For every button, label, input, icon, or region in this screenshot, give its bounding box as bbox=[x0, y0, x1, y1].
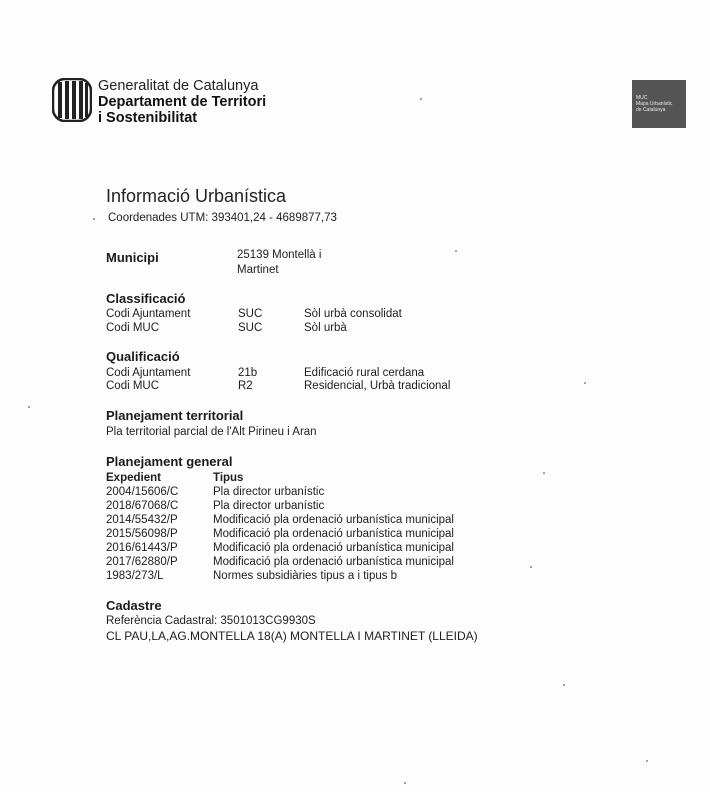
scan-speck bbox=[420, 98, 422, 100]
scan-speck bbox=[543, 472, 545, 474]
organization-name bbox=[98, 78, 266, 126]
badge-line-2: Mapa Urbanístic bbox=[636, 101, 673, 107]
scan-speck bbox=[530, 566, 532, 568]
scan-speck bbox=[455, 250, 457, 252]
qualificacio-heading: Qualificació bbox=[106, 349, 180, 364]
muc-logo-badge bbox=[632, 80, 686, 128]
cadastre-heading: Cadastre bbox=[106, 598, 162, 613]
page-title: Informació Urbanística bbox=[106, 186, 287, 206]
planejament-general-heading: Planejament general bbox=[106, 454, 233, 469]
qualificacio-row-code: R2 bbox=[238, 380, 253, 392]
scan-speck bbox=[584, 382, 586, 384]
badge-line-1: MUC bbox=[636, 95, 648, 101]
municipi-value-line-1: 25139 Montellà i bbox=[237, 249, 322, 261]
qualificacio-row-desc: Edificació rural cerdana bbox=[304, 367, 425, 379]
expedient-cell: 2016/61443/P bbox=[106, 542, 178, 554]
expedient-cell: 2017/62880/P bbox=[106, 556, 178, 568]
classificacio-row-desc: Sòl urbà bbox=[304, 322, 347, 334]
expedient-cell: 1983/273/L bbox=[106, 570, 164, 582]
classificacio-row-code: SUC bbox=[238, 322, 263, 334]
org-line-2: Departament de Territori bbox=[98, 94, 267, 110]
scan-speck bbox=[563, 684, 565, 686]
classificacio-heading: Classificació bbox=[106, 291, 186, 306]
utm-coordinates: Coordenades UTM: 393401,24 - 4689877,73 bbox=[108, 212, 337, 224]
tipus-cell: Modificació pla ordenació urbanística municipal bbox=[213, 542, 454, 554]
tipus-cell: Modificació pla ordenació urbanística municipal bbox=[213, 514, 454, 526]
org-line-3: i Sostenibilitat bbox=[98, 110, 198, 126]
tipus-cell: Pla director urbanístic bbox=[213, 500, 325, 512]
col-header-expedient: Expedient bbox=[106, 472, 161, 484]
classificacio-row-desc: Sòl urbà consolidat bbox=[304, 308, 402, 320]
municipi-label: Municipi bbox=[106, 250, 159, 265]
expedient-cell: 2018/67068/C bbox=[106, 500, 179, 512]
tipus-cell: Modificació pla ordenació urbanística municipal bbox=[213, 528, 454, 540]
classificacio-row-label: Codi MUC bbox=[106, 322, 160, 334]
tipus-cell: Modificació pla ordenació urbanística municipal bbox=[213, 556, 454, 568]
municipi-value-line-2: Martinet bbox=[237, 264, 279, 276]
generalitat-crest-icon bbox=[52, 78, 92, 122]
planejament-territorial-heading: Planejament territorial bbox=[106, 408, 244, 423]
badge-line-3: de Catalunya bbox=[636, 107, 666, 113]
tipus-cell: Normes subsidiàries tipus a i tipus b bbox=[213, 570, 398, 582]
scan-speck bbox=[28, 406, 30, 408]
classificacio-row-label: Codi Ajuntament bbox=[106, 308, 191, 320]
qualificacio-row-code: 21b bbox=[238, 367, 258, 379]
qualificacio-row-label: Codi MUC bbox=[106, 380, 160, 392]
qualificacio-row-desc: Residencial, Urbà tradicional bbox=[304, 380, 451, 392]
scan-speck bbox=[646, 760, 648, 762]
classificacio-row-code: SUC bbox=[238, 308, 263, 320]
col-header-tipus: Tipus bbox=[213, 472, 244, 484]
expedient-cell: 2015/56098/P bbox=[106, 528, 178, 540]
scan-speck bbox=[93, 218, 95, 220]
org-line-1: Generalitat de Catalunya bbox=[98, 78, 259, 94]
scan-speck bbox=[404, 782, 406, 784]
expedient-cell: 2014/55432/P bbox=[106, 514, 178, 526]
planejament-territorial-text: Pla territorial parcial de l'Alt Pirineu i Aran bbox=[106, 426, 317, 438]
qualificacio-row-label: Codi Ajuntament bbox=[106, 367, 191, 379]
expedient-cell: 2004/15606/C bbox=[106, 486, 179, 498]
cadastral-reference: Referència Cadastral: 3501013CG9930S bbox=[106, 615, 316, 627]
cadastre-address: CL PAU,LA,AG.MONTELLA 18(A) MONTELLA I MARTINET (LLEIDA) bbox=[106, 629, 478, 643]
tipus-cell: Pla director urbanístic bbox=[213, 486, 325, 498]
